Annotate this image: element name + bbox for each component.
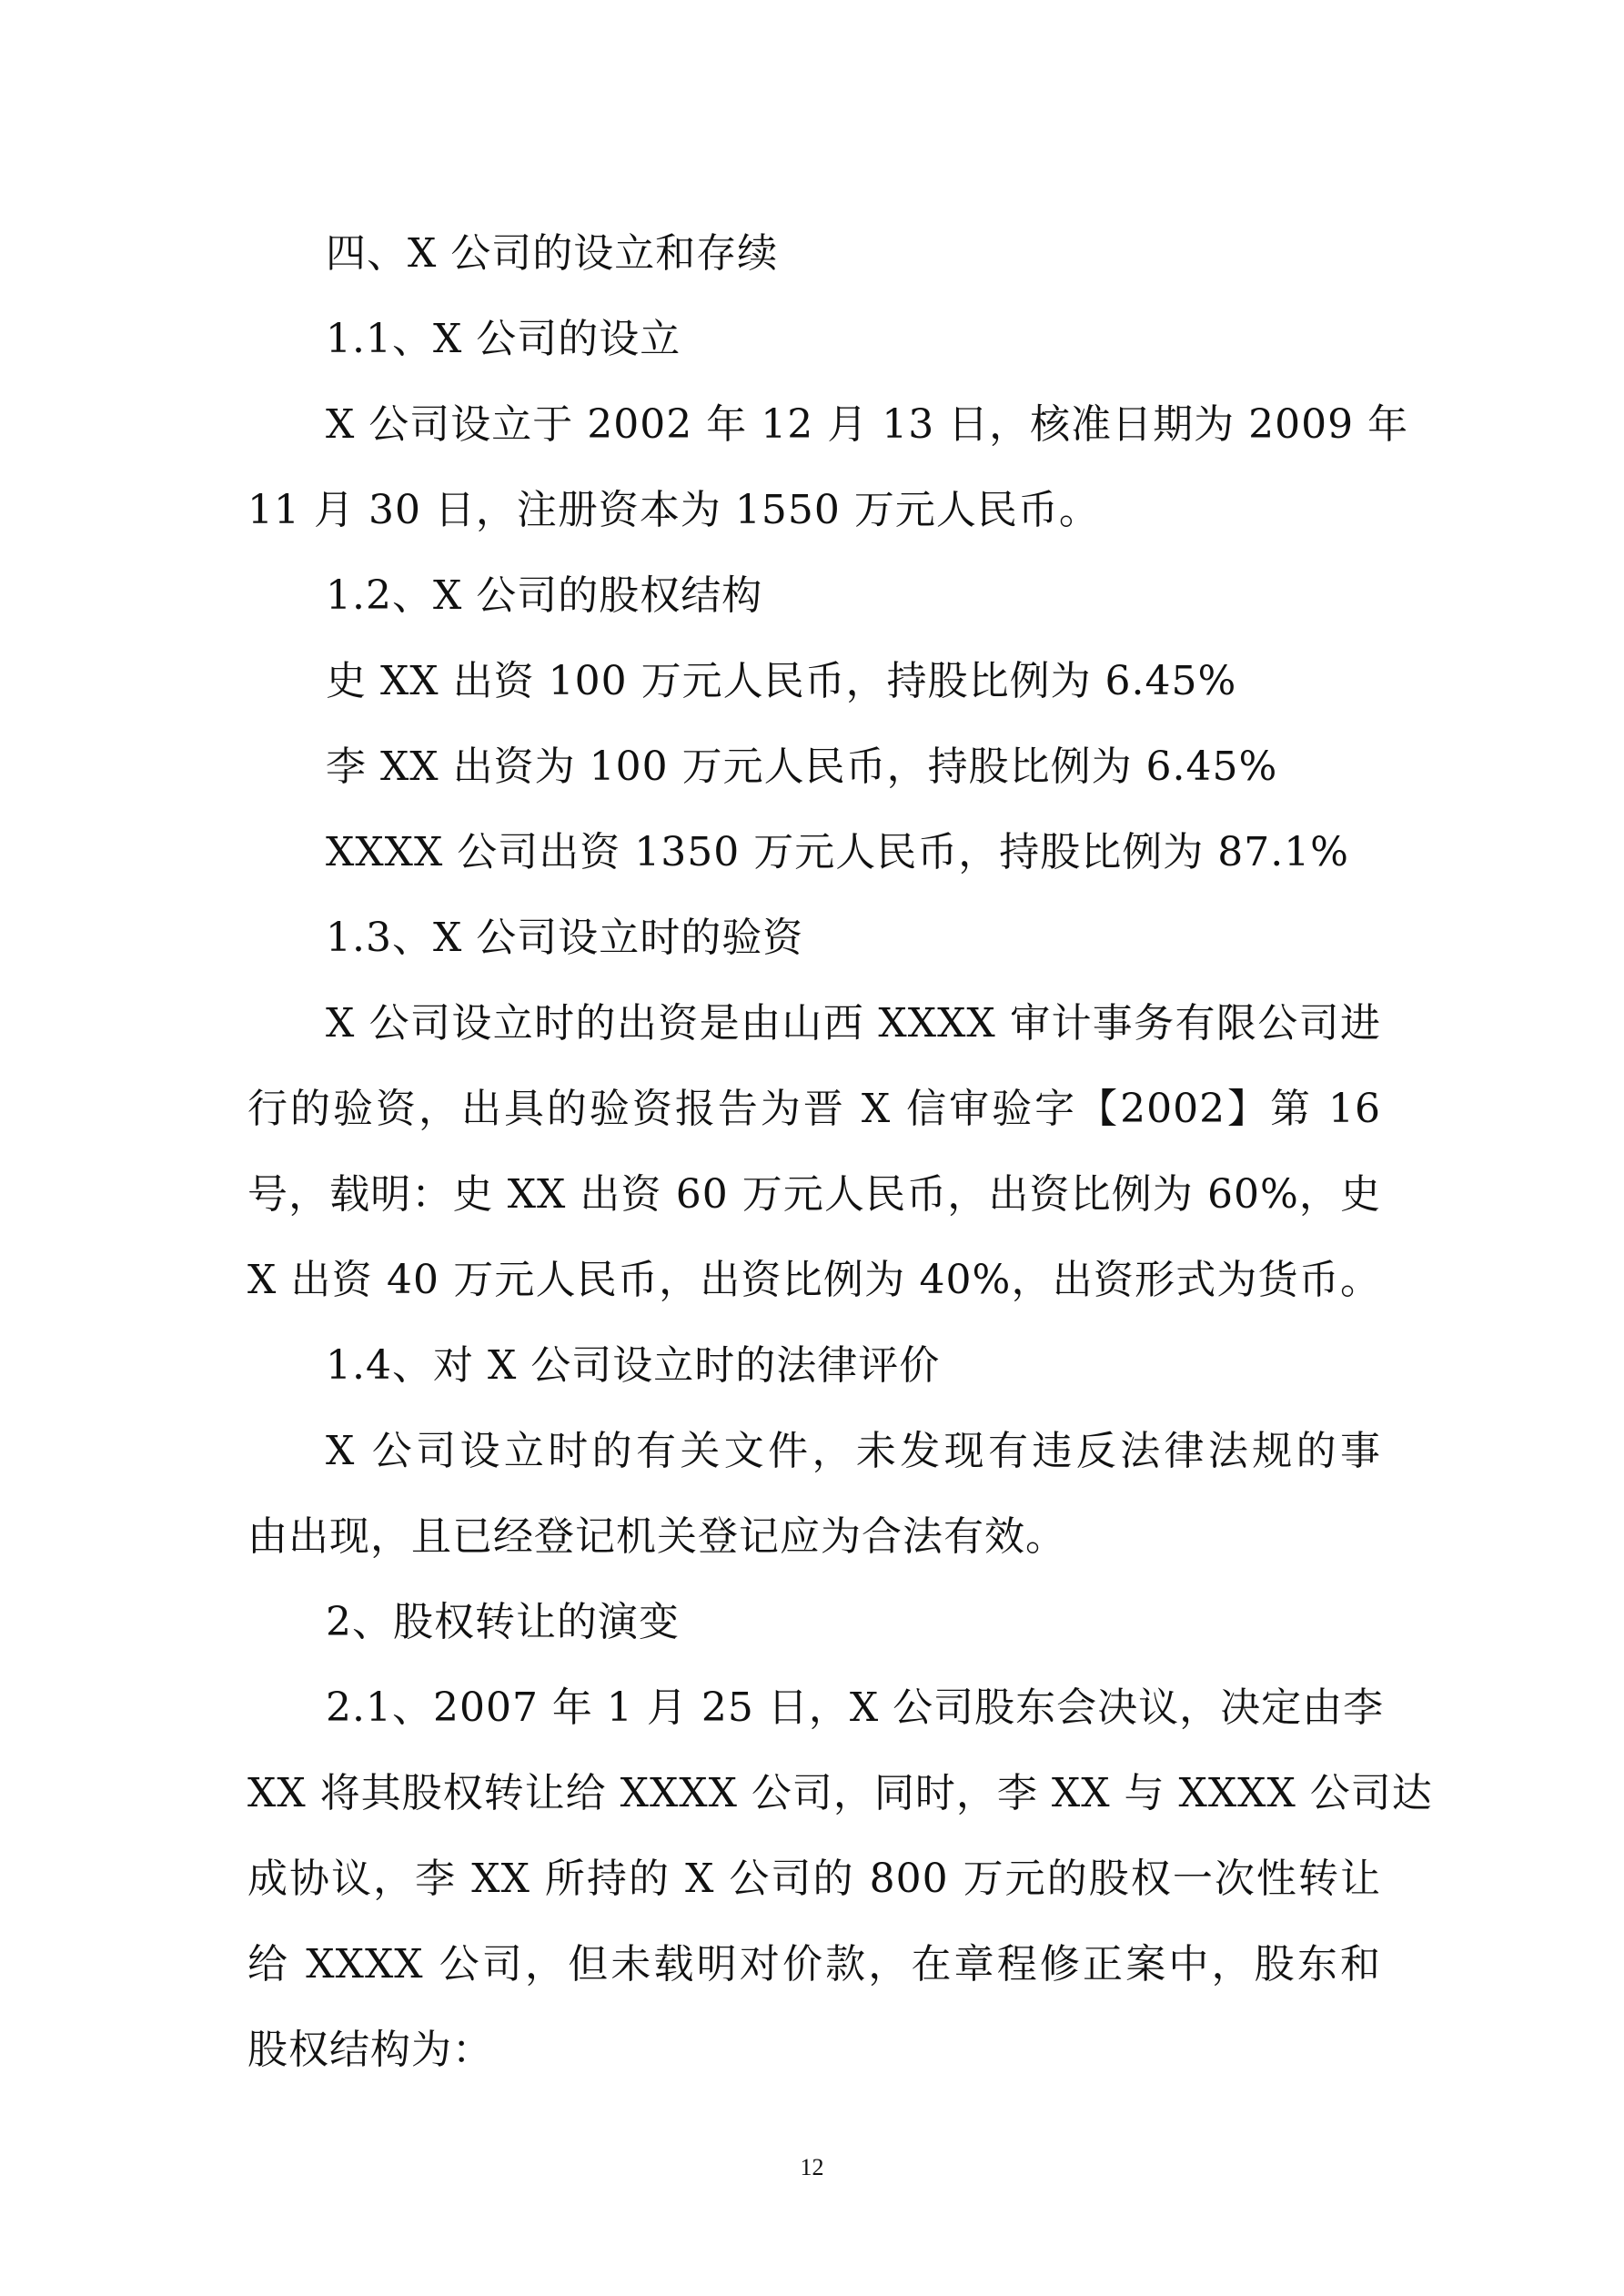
subsection-heading: 1.1、X 公司的设立 bbox=[326, 316, 681, 362]
page-number: 12 bbox=[800, 2154, 824, 2180]
section-heading: 四、X 公司的设立和存续 bbox=[326, 230, 779, 277]
paragraph-line: X 公司设立时的有关文件，未发现有违反法律法规的事 bbox=[326, 1428, 1381, 1474]
paragraph-line: 史 XX 出资 100 万元人民币，持股比例为 6.45% bbox=[326, 658, 1237, 704]
subsection-heading: 1.2、X 公司的股权结构 bbox=[326, 572, 763, 619]
paragraph-line: X 公司设立时的出资是由山西 XXXX 审计事务有限公司进 bbox=[326, 1000, 1381, 1047]
paragraph-line: 由出现，且已经登记机关登记应为合法有效。 bbox=[247, 1513, 1066, 1560]
paragraph-line: 行的验资，出具的验资报告为晋 X 信审验字【2002】第 16 bbox=[247, 1086, 1381, 1132]
paragraph-line: 给 XXXX 公司，但未载明对价款，在章程修正案中，股东和 bbox=[247, 1941, 1381, 1988]
section-heading: 2、股权转让的演变 bbox=[326, 1599, 680, 1645]
paragraph-line: X 出资 40 万元人民币，出资比例为 40%，出资形式为货币。 bbox=[247, 1257, 1381, 1303]
paragraph-line: XXXX 公司出资 1350 万元人民币，持股比例为 87.1% bbox=[326, 829, 1349, 875]
paragraph-line: XX 将其股权转让给 XXXX 公司，同时，李 XX 与 XXXX 公司达 bbox=[247, 1770, 1433, 1816]
subsection-heading: 1.4、对 X 公司设立时的法律评价 bbox=[326, 1342, 941, 1389]
paragraph-line: 11 月 30 日，注册资本为 1550 万元人民币。 bbox=[247, 487, 1100, 533]
document-body bbox=[247, 211, 1433, 2093]
subsection-heading: 1.3、X 公司设立时的验资 bbox=[326, 915, 804, 961]
paragraph-line: 李 XX 出资为 100 万元人民币，持股比例为 6.45% bbox=[326, 743, 1278, 790]
paragraph-line: 股权结构为： bbox=[247, 2027, 493, 2073]
paragraph-line: 号，载明：史 XX 出资 60 万元人民币，出资比例为 60%，史 bbox=[247, 1171, 1381, 1218]
paragraph-line: 成协议，李 XX 所持的 X 公司的 800 万元的股权一次性转让 bbox=[247, 1856, 1381, 1902]
paragraph-line: 2.1、2007 年 1 月 25 日，X 公司股东会决议，决定由李 bbox=[326, 1684, 1385, 1731]
paragraph-line: X 公司设立于 2002 年 12 月 13 日，核准日期为 2009 年 bbox=[326, 401, 1409, 448]
